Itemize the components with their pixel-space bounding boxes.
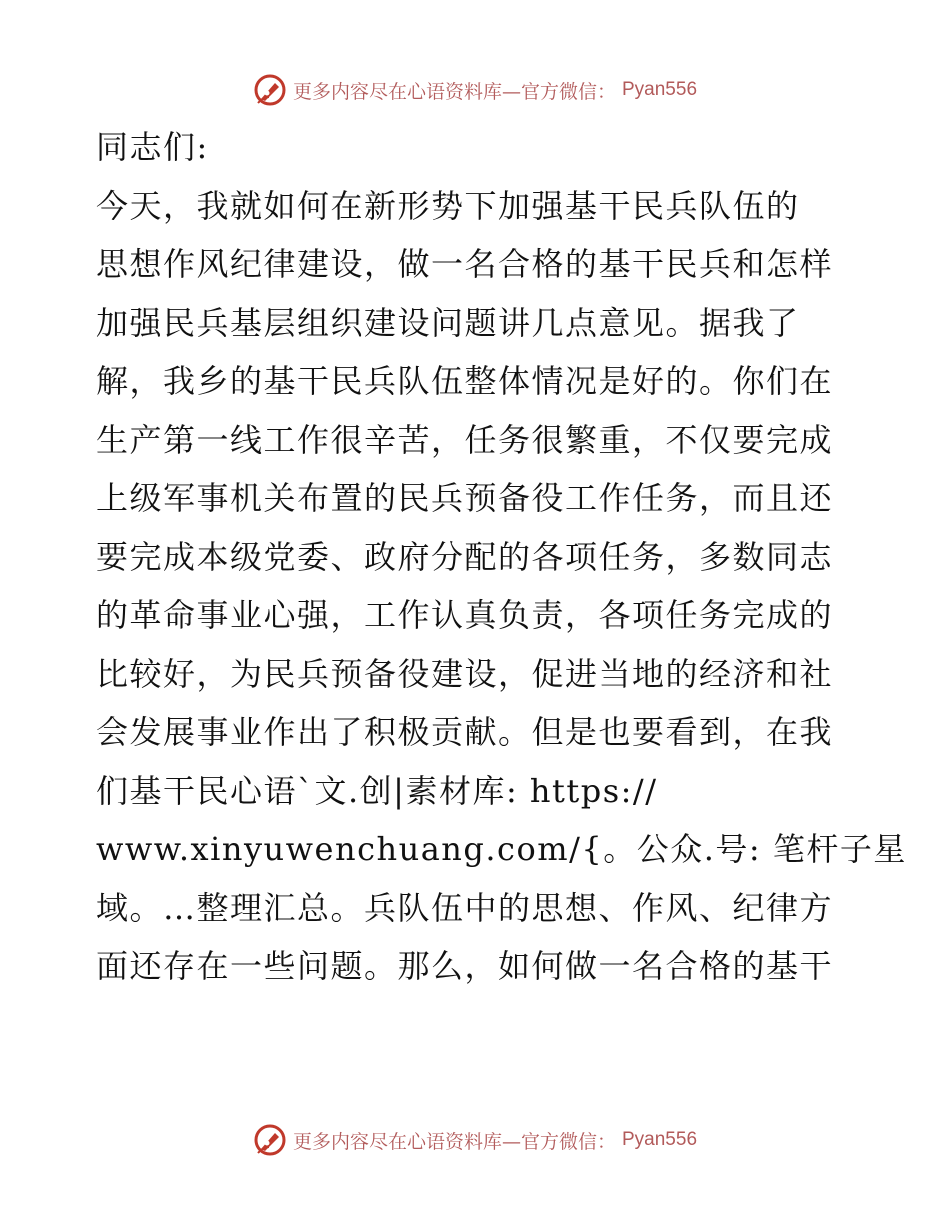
footer-banner <box>0 1118 950 1162</box>
header-wechat-id: Pyan556 <box>622 79 698 100</box>
paragraph-line: www.xinyuwenchuang.com/{。公众.号: 笔杆子星 <box>96 830 907 868</box>
paragraph-line: 比较好，为民兵预备役建设，促进当地的经济和社 <box>96 654 834 693</box>
paragraph-line: 思想作风纪律建设，做一名合格的基干民兵和怎样 <box>96 245 834 283</box>
pen-nib-logo-icon <box>253 73 287 107</box>
paragraph-line: 要完成本级党委、政府分配的各项任务，多数同志 <box>96 537 834 576</box>
paragraph-line: 上级军事机关布置的民兵预备役工作任务，而且还 <box>96 479 834 517</box>
paragraph-line: 会发展事业作出了积极贡献。但是也要看到，在我 <box>96 713 834 751</box>
paragraph-line: 今天，我就如何在新形势下加强基干民兵队伍的 <box>96 186 800 225</box>
paragraph-line: 们基干民心语`文.创|素材库: https:// <box>96 771 658 810</box>
footer-banner-text: 更多内容尽在心语资料库—官方微信： <box>292 1130 616 1153</box>
paragraph-line: 生产第一线工作很辛苦，任务很繁重，不仅要完成 <box>96 420 834 459</box>
footer-wechat-id: Pyan556 <box>622 1129 698 1150</box>
paragraph-line: 面还存在一些问题。那么，如何做一名合格的基干 <box>96 947 834 985</box>
paragraph-line: 加强民兵基层组织建设问题讲几点意见。据我了 <box>96 303 800 342</box>
paragraph-line: 域。…整理汇总。兵队伍中的思想、作风、纪律方 <box>96 888 834 927</box>
salutation-line: 同志们: <box>96 128 209 166</box>
paragraph-line: 的革命事业心强，工作认真负责，各项任务完成的 <box>96 596 834 634</box>
header-banner-text: 更多内容尽在心语资料库—官方微信： <box>292 80 616 103</box>
header-banner <box>0 68 950 112</box>
paragraph-line: 解，我乡的基干民兵队伍整体情况是好的。你们在 <box>96 362 834 400</box>
document-body <box>96 118 907 996</box>
pen-nib-logo-icon <box>253 1123 287 1157</box>
